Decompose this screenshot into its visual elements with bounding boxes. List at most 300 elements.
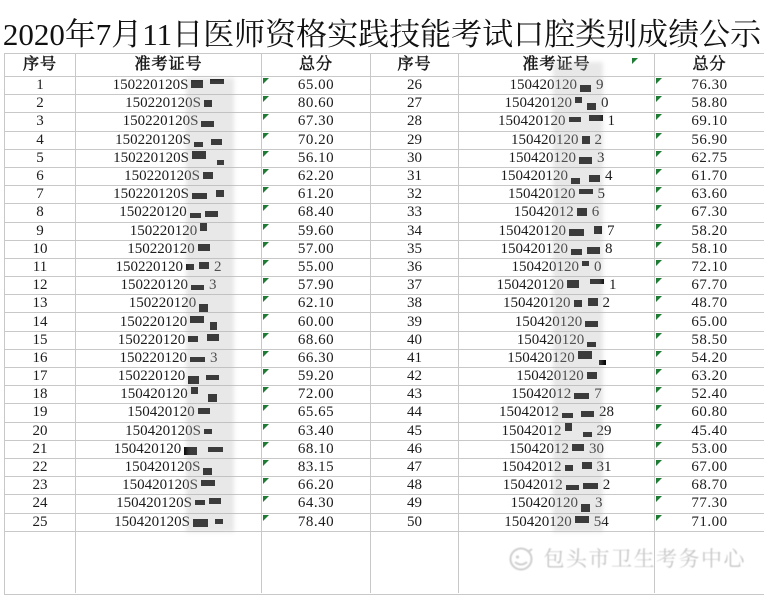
redaction-block xyxy=(208,394,217,402)
redaction-block xyxy=(217,160,224,165)
score-value: 67.30 xyxy=(297,113,335,130)
exam-id-prefix: 150220120 xyxy=(129,222,198,239)
header-cell-score-left: 总分 xyxy=(262,54,371,77)
redaction-block xyxy=(191,285,204,290)
exam-id-prefix: 150420120 xyxy=(516,368,584,385)
seq-cell: 23 xyxy=(5,477,76,495)
score-cell xyxy=(655,277,764,295)
redaction-block xyxy=(190,316,204,323)
error-indicator-icon xyxy=(263,351,269,357)
id-cell xyxy=(459,168,655,186)
score-cell xyxy=(262,277,371,295)
redaction-block xyxy=(188,376,199,384)
redaction-block xyxy=(203,468,212,475)
score-cell xyxy=(262,132,371,150)
error-indicator-icon xyxy=(656,478,662,484)
error-indicator-icon xyxy=(656,460,662,466)
score-value: 62.10 xyxy=(297,295,335,312)
seq-cell: 1 xyxy=(5,77,76,95)
id-cell xyxy=(76,514,262,532)
score-table xyxy=(4,53,764,595)
exam-id-prefix: 150420120 xyxy=(120,386,188,403)
score-value: 60.00 xyxy=(297,313,335,330)
exam-id-suffix: 31 xyxy=(596,459,612,476)
score-cell xyxy=(655,168,764,186)
redaction-block xyxy=(571,178,580,184)
error-indicator-icon xyxy=(656,278,662,284)
exam-id-prefix: 150420120 xyxy=(498,222,566,239)
error-indicator-icon xyxy=(656,405,662,411)
exam-id-suffix: 54 xyxy=(593,513,609,530)
redaction-block xyxy=(210,79,224,84)
error-indicator-icon xyxy=(656,260,662,266)
seq-cell: 13 xyxy=(5,295,76,313)
exam-id-prefix: 150420120 xyxy=(127,404,195,421)
redaction-block xyxy=(587,342,596,347)
exam-id-prefix: 150220120 xyxy=(119,349,187,366)
error-indicator-icon xyxy=(263,278,269,284)
score-value: 71.00 xyxy=(691,513,728,530)
score-value: 53.00 xyxy=(691,440,728,457)
seq-cell: 24 xyxy=(5,495,76,513)
error-indicator-icon xyxy=(263,224,269,230)
empty-cell xyxy=(371,532,459,593)
id-cell xyxy=(76,441,262,459)
table-row xyxy=(5,495,764,513)
header-cell-seq-left: 序号 xyxy=(5,54,76,77)
exam-id-prefix: 150220120 xyxy=(127,240,195,257)
seq-cell: 8 xyxy=(5,204,76,222)
table-row xyxy=(5,186,764,204)
seq-cell: 16 xyxy=(5,350,76,368)
exam-id-prefix: 150420120 xyxy=(508,186,576,203)
score-value: 55.00 xyxy=(297,258,335,275)
score-value: 58.10 xyxy=(691,240,728,257)
error-indicator-icon xyxy=(656,96,662,102)
id-cell xyxy=(76,259,262,277)
exam-id-prefix: 150420120 xyxy=(496,277,564,294)
table-row xyxy=(5,241,764,259)
watermark-text: 包头市卫生考务中心 xyxy=(543,548,746,571)
error-indicator-icon xyxy=(263,133,269,139)
score-cell xyxy=(262,313,371,331)
seq-cell: 7 xyxy=(5,186,76,204)
id-cell xyxy=(76,350,262,368)
redaction-block xyxy=(186,264,194,270)
seq-cell: 43 xyxy=(371,386,459,404)
score-value: 68.70 xyxy=(691,477,728,494)
id-cell xyxy=(76,132,262,150)
score-value: 68.10 xyxy=(297,440,335,457)
redaction-block xyxy=(194,142,203,147)
seq-cell: 3 xyxy=(5,113,76,131)
redaction-block xyxy=(579,157,592,164)
redaction-block xyxy=(588,298,598,306)
redaction-block xyxy=(583,483,598,489)
redaction-block xyxy=(191,80,203,88)
id-cell xyxy=(76,77,262,95)
exam-id-prefix: 150420120 xyxy=(498,113,566,130)
exam-id-prefix: 150220120S xyxy=(124,168,200,185)
score-value: 45.40 xyxy=(691,422,728,439)
redaction-block xyxy=(583,432,592,437)
table-body xyxy=(5,77,764,532)
id-cell xyxy=(459,259,655,277)
table-row xyxy=(5,259,764,277)
error-indicator-icon xyxy=(656,151,662,157)
exam-id-prefix: 150220120S xyxy=(113,186,189,203)
score-value: 61.70 xyxy=(691,168,728,185)
error-indicator-icon xyxy=(263,296,269,302)
seq-cell: 45 xyxy=(371,423,459,441)
table-row xyxy=(5,204,764,222)
redaction-block xyxy=(566,485,579,490)
id-cell xyxy=(459,332,655,350)
seq-cell: 40 xyxy=(371,332,459,350)
error-indicator-icon xyxy=(656,424,662,430)
redaction-block xyxy=(191,387,198,394)
id-cell xyxy=(76,277,262,295)
seq-cell: 36 xyxy=(371,259,459,277)
redaction-block xyxy=(201,480,215,486)
exam-id-prefix: 150220120S xyxy=(112,77,189,94)
score-cell xyxy=(262,241,371,259)
exam-id-prefix: 15042012 xyxy=(501,459,562,476)
score-cell xyxy=(655,368,764,386)
id-cell xyxy=(459,404,655,422)
redaction-block xyxy=(206,375,219,380)
id-cell xyxy=(76,295,262,313)
score-cell xyxy=(655,441,764,459)
score-cell xyxy=(262,223,371,241)
score-value: 57.00 xyxy=(297,240,335,257)
table-row xyxy=(5,386,764,404)
id-cell xyxy=(459,241,655,259)
exam-id-suffix: 1 xyxy=(607,113,615,130)
exam-id-suffix: 3 xyxy=(595,495,603,512)
redaction-block xyxy=(203,172,213,179)
table-row xyxy=(5,313,764,331)
score-cell xyxy=(655,459,764,477)
seq-cell: 39 xyxy=(371,313,459,331)
exam-id-prefix: 150420120 xyxy=(500,240,568,257)
header-cell-id-left: 准考证号 xyxy=(76,54,262,77)
header-cell-seq-right: 序号 xyxy=(371,54,459,77)
redaction-block xyxy=(585,321,598,327)
score-value: 59.20 xyxy=(297,368,335,385)
score-cell xyxy=(262,441,371,459)
exam-id-prefix: 150220120S xyxy=(115,131,191,148)
score-cell xyxy=(655,332,764,350)
exam-id-suffix: 2 xyxy=(214,258,222,275)
exam-id-prefix: 150420120S xyxy=(122,477,198,494)
redaction-block xyxy=(210,322,217,330)
redaction-block xyxy=(594,226,602,234)
score-cell xyxy=(262,332,371,350)
score-value: 80.60 xyxy=(297,95,335,112)
redaction-block xyxy=(587,103,596,110)
exam-id-prefix: 150420120S xyxy=(116,495,192,512)
redaction-block xyxy=(582,261,589,266)
id-cell xyxy=(76,386,262,404)
id-cell xyxy=(459,95,655,113)
score-cell xyxy=(262,514,371,532)
redaction-block xyxy=(199,262,209,269)
exam-id-suffix: 2 xyxy=(602,477,611,494)
score-value: 72.00 xyxy=(297,386,335,403)
exam-id-prefix: 15042012 xyxy=(509,440,569,457)
score-value: 56.10 xyxy=(297,149,335,166)
exam-id-prefix: 150220120S xyxy=(122,113,199,130)
seq-cell: 14 xyxy=(5,313,76,331)
score-cell xyxy=(262,368,371,386)
redaction-block xyxy=(192,193,207,199)
seq-cell: 46 xyxy=(371,441,459,459)
exam-id-prefix: 150420120 xyxy=(508,149,576,166)
redaction-block xyxy=(205,211,218,217)
id-cell xyxy=(76,95,262,113)
seq-cell: 35 xyxy=(371,241,459,259)
redaction-block xyxy=(208,447,223,452)
error-indicator-icon xyxy=(656,296,662,302)
id-cell xyxy=(459,277,655,295)
exam-id-suffix: 0 xyxy=(594,258,602,275)
seq-cell: 22 xyxy=(5,459,76,477)
score-value: 65.00 xyxy=(297,77,335,94)
seq-cell: 11 xyxy=(5,259,76,277)
exam-id-prefix: 150220120 xyxy=(117,331,186,348)
error-indicator-icon xyxy=(263,151,269,157)
id-cell xyxy=(459,223,655,241)
error-indicator-icon xyxy=(656,369,662,375)
exam-id-prefix: 150420120 xyxy=(504,513,572,530)
id-cell xyxy=(459,186,655,204)
score-value: 57.90 xyxy=(297,277,335,294)
exam-id-prefix: 150420120 xyxy=(504,95,572,112)
redaction-block xyxy=(574,300,582,307)
table-row xyxy=(5,277,764,295)
empty-cell xyxy=(5,532,76,593)
score-cell xyxy=(262,350,371,368)
score-cell xyxy=(262,295,371,313)
redaction-block xyxy=(574,393,589,399)
error-indicator-icon xyxy=(263,260,269,266)
redaction-block xyxy=(587,247,600,254)
exam-id-prefix: 150420120 xyxy=(511,131,579,148)
error-indicator-icon xyxy=(263,442,269,448)
id-cell xyxy=(459,313,655,331)
redaction-block xyxy=(575,516,589,523)
seq-cell: 38 xyxy=(371,295,459,313)
id-cell xyxy=(459,477,655,495)
score-cell xyxy=(655,514,764,532)
error-indicator-icon xyxy=(656,314,662,320)
table-row xyxy=(5,404,764,422)
score-cell xyxy=(655,477,764,495)
score-cell xyxy=(655,241,764,259)
error-indicator-icon xyxy=(263,496,269,502)
exam-id-suffix: 7 xyxy=(607,222,615,239)
score-cell xyxy=(262,259,371,277)
id-cell xyxy=(76,223,262,241)
table-row xyxy=(5,95,764,113)
error-indicator-icon xyxy=(656,442,662,448)
score-cell xyxy=(655,113,764,131)
error-indicator-icon xyxy=(656,205,662,211)
error-indicator-icon xyxy=(263,478,269,484)
exam-id-suffix: 30 xyxy=(589,440,604,457)
error-indicator-icon xyxy=(263,387,269,393)
error-indicator-icon xyxy=(263,169,269,175)
score-value: 67.70 xyxy=(691,277,728,294)
score-value: 68.40 xyxy=(297,204,335,221)
seq-cell: 18 xyxy=(5,386,76,404)
exam-id-prefix: 150220120 xyxy=(119,313,188,330)
exam-id-prefix: 150220120 xyxy=(119,204,187,221)
redaction-block xyxy=(589,115,603,121)
seq-cell: 30 xyxy=(371,150,459,168)
redaction-block xyxy=(565,423,572,431)
empty-cell xyxy=(262,532,371,593)
exam-id-prefix: 15042012 xyxy=(511,386,572,403)
redaction-block xyxy=(207,334,219,341)
error-indicator-icon xyxy=(656,133,662,139)
seq-cell: 48 xyxy=(371,477,459,495)
redaction-block xyxy=(582,462,592,469)
score-value: 76.30 xyxy=(691,77,728,94)
score-value: 58.20 xyxy=(691,222,728,239)
score-cell xyxy=(655,350,764,368)
id-cell xyxy=(76,459,262,477)
score-cell xyxy=(655,223,764,241)
exam-id-prefix: 150420120 xyxy=(516,331,585,348)
seq-cell: 33 xyxy=(371,204,459,222)
seq-cell: 10 xyxy=(5,241,76,259)
error-indicator-icon xyxy=(263,460,269,466)
redaction-block xyxy=(582,136,590,144)
score-cell xyxy=(262,477,371,495)
table-row xyxy=(5,423,764,441)
redaction-block xyxy=(589,175,600,182)
exam-id-prefix: 150420120 xyxy=(503,295,571,312)
exam-id-prefix: 15042012 xyxy=(513,204,574,221)
id-cell xyxy=(459,113,655,131)
table-row xyxy=(5,332,764,350)
header-cell-id-right-label: 准考证号 xyxy=(522,56,591,73)
exam-id-suffix: 2 xyxy=(602,295,610,312)
score-cell xyxy=(262,495,371,513)
redaction-block xyxy=(590,279,604,284)
score-cell xyxy=(655,495,764,513)
error-indicator-icon xyxy=(656,496,662,502)
exam-id-prefix: 150420120S xyxy=(125,422,201,439)
redaction-block xyxy=(204,429,212,434)
score-value: 59.60 xyxy=(297,222,335,239)
score-value: 62.75 xyxy=(691,149,728,166)
table-row xyxy=(5,350,764,368)
seq-cell: 28 xyxy=(371,113,459,131)
seq-cell: 2 xyxy=(5,95,76,113)
exam-id-suffix: 4 xyxy=(605,168,613,185)
redaction-block xyxy=(580,85,591,92)
redaction-block xyxy=(565,465,573,471)
id-cell xyxy=(76,495,262,513)
table-row xyxy=(5,168,764,186)
table-row xyxy=(5,368,764,386)
error-indicator-icon xyxy=(263,78,269,84)
score-cell xyxy=(262,404,371,422)
table-row xyxy=(5,150,764,168)
redaction-block xyxy=(575,97,582,103)
seq-cell: 32 xyxy=(371,186,459,204)
redaction-block xyxy=(201,121,214,127)
score-value: 63.40 xyxy=(297,422,335,439)
error-indicator-icon xyxy=(632,58,638,64)
redaction-block xyxy=(215,519,223,524)
table-row xyxy=(5,459,764,477)
exam-id-prefix: 150220120S xyxy=(125,95,201,112)
id-cell xyxy=(76,113,262,131)
score-value: 72.10 xyxy=(691,258,728,275)
seq-cell: 26 xyxy=(371,77,459,95)
score-value: 78.40 xyxy=(297,513,335,530)
score-cell xyxy=(655,77,764,95)
redaction-block xyxy=(190,357,205,362)
score-value: 58.80 xyxy=(691,95,728,112)
redaction-block xyxy=(209,498,221,504)
redaction-block xyxy=(567,280,579,288)
score-cell xyxy=(655,423,764,441)
seq-cell: 4 xyxy=(5,132,76,150)
redaction-block xyxy=(195,500,205,505)
score-cell xyxy=(262,168,371,186)
id-cell xyxy=(459,386,655,404)
score-cell xyxy=(655,132,764,150)
exam-id-suffix: 2 xyxy=(594,131,602,148)
table-row xyxy=(5,223,764,241)
score-cell xyxy=(655,386,764,404)
score-cell xyxy=(655,295,764,313)
exam-id-prefix: 15042012 xyxy=(501,422,562,439)
seq-cell: 15 xyxy=(5,332,76,350)
redaction-block xyxy=(193,519,208,527)
id-cell xyxy=(76,313,262,331)
watermark-logo-icon xyxy=(507,544,535,572)
exam-id-suffix: 1 xyxy=(609,277,617,294)
seq-cell: 29 xyxy=(371,132,459,150)
id-cell xyxy=(76,168,262,186)
redaction-block xyxy=(192,151,206,159)
id-cell xyxy=(459,150,655,168)
exam-id-suffix: 3 xyxy=(210,349,218,366)
error-indicator-icon xyxy=(263,187,269,193)
error-indicator-icon xyxy=(263,424,269,430)
error-indicator-icon xyxy=(656,224,662,230)
redaction-block xyxy=(581,411,594,417)
seq-cell: 25 xyxy=(5,514,76,532)
error-indicator-icon xyxy=(263,515,269,521)
score-value: 65.00 xyxy=(691,313,728,330)
score-cell xyxy=(262,150,371,168)
exam-id-prefix: 150420120 xyxy=(514,313,583,330)
seq-cell: 50 xyxy=(371,514,459,532)
exam-id-prefix: 15042012 xyxy=(502,477,563,494)
id-cell xyxy=(459,204,655,222)
seq-cell: 5 xyxy=(5,150,76,168)
redaction-block xyxy=(216,190,224,197)
error-indicator-icon xyxy=(263,314,269,320)
id-cell xyxy=(76,150,262,168)
